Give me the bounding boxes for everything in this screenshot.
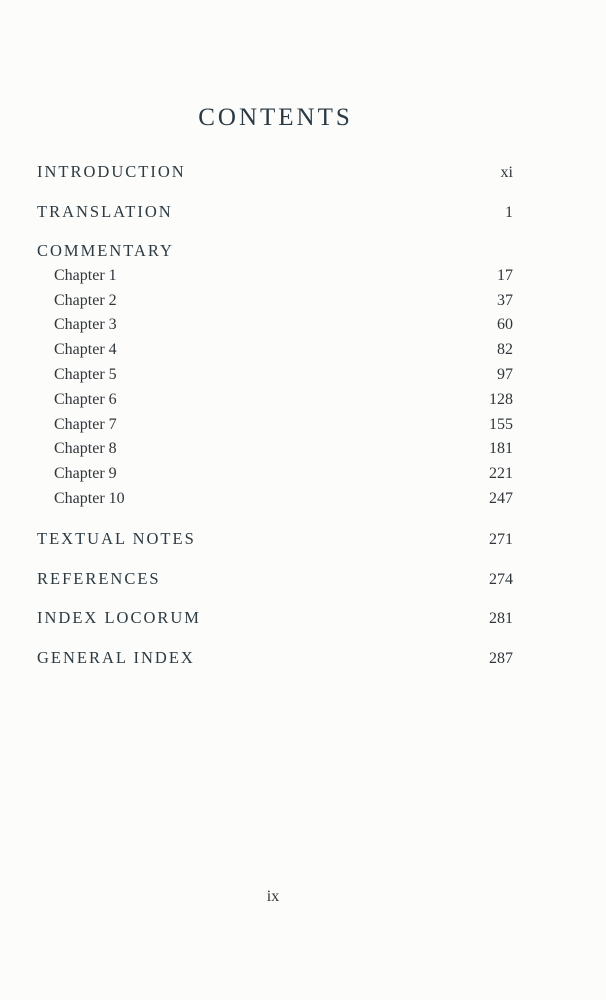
toc-entry-label: TRANSLATION xyxy=(37,202,173,221)
toc-entry-label: INTRODUCTION xyxy=(37,162,186,181)
toc-chapter-1 xyxy=(54,267,513,285)
toc-chapter-page: 82 xyxy=(497,341,513,358)
toc-chapter-label: Chapter 3 xyxy=(54,316,117,333)
toc-entry-page: xi xyxy=(500,164,513,181)
toc-chapter-3 xyxy=(54,316,513,334)
toc-chapter-4 xyxy=(54,341,513,359)
toc-entry-label: COMMENTARY xyxy=(37,241,174,260)
toc-chapter-10 xyxy=(54,490,513,508)
toc-chapter-label: Chapter 7 xyxy=(54,416,117,433)
toc-entry-translation xyxy=(37,202,513,222)
toc-chapter-9 xyxy=(54,465,513,483)
toc-chapter-6 xyxy=(54,391,513,409)
toc-chapter-page: 155 xyxy=(489,416,513,433)
toc-chapter-page: 37 xyxy=(497,292,513,309)
toc-chapter-label: Chapter 1 xyxy=(54,267,117,284)
toc-entry-textual-notes xyxy=(37,529,513,549)
toc-chapter-page: 97 xyxy=(497,366,513,383)
toc-chapter-page: 60 xyxy=(497,316,513,333)
toc-chapter-2 xyxy=(54,292,513,310)
toc-chapter-page: 128 xyxy=(489,391,513,408)
toc-chapter-label: Chapter 9 xyxy=(54,465,117,482)
page-number: ix xyxy=(266,888,280,905)
toc-chapter-page: 221 xyxy=(489,465,513,482)
toc-entry-page: 1 xyxy=(505,204,513,221)
toc-chapter-label: Chapter 6 xyxy=(54,391,117,408)
toc-entry-general-index xyxy=(37,648,513,668)
page-title: CONTENTS xyxy=(198,104,353,131)
toc-entry-index-locorum xyxy=(37,608,513,628)
toc-entry-page: 274 xyxy=(489,571,513,588)
toc-entry-introduction xyxy=(37,162,513,182)
toc-chapter-8 xyxy=(54,440,513,458)
toc-entry-page: 271 xyxy=(489,531,513,548)
toc-chapter-page: 17 xyxy=(497,267,513,284)
toc-entry-label: INDEX LOCORUM xyxy=(37,608,201,627)
toc-entry-page: 287 xyxy=(489,650,513,667)
toc-chapter-label: Chapter 8 xyxy=(54,440,117,457)
toc-entry-label: GENERAL INDEX xyxy=(37,648,195,667)
toc-entry-label: REFERENCES xyxy=(37,569,161,588)
toc-entry-page: 281 xyxy=(489,610,513,627)
toc-chapter-page: 247 xyxy=(489,490,513,507)
toc-chapter-label: Chapter 4 xyxy=(54,341,117,358)
toc-entry-label: TEXTUAL NOTES xyxy=(37,529,196,548)
toc-chapter-label: Chapter 2 xyxy=(54,292,117,309)
toc-chapter-page: 181 xyxy=(489,440,513,457)
toc-chapter-7 xyxy=(54,416,513,434)
toc-entry-references xyxy=(37,569,513,589)
toc-chapter-label: Chapter 5 xyxy=(54,366,117,383)
toc-chapter-5 xyxy=(54,366,513,384)
toc-entry-commentary xyxy=(37,241,513,261)
toc-chapter-label: Chapter 10 xyxy=(54,490,125,507)
